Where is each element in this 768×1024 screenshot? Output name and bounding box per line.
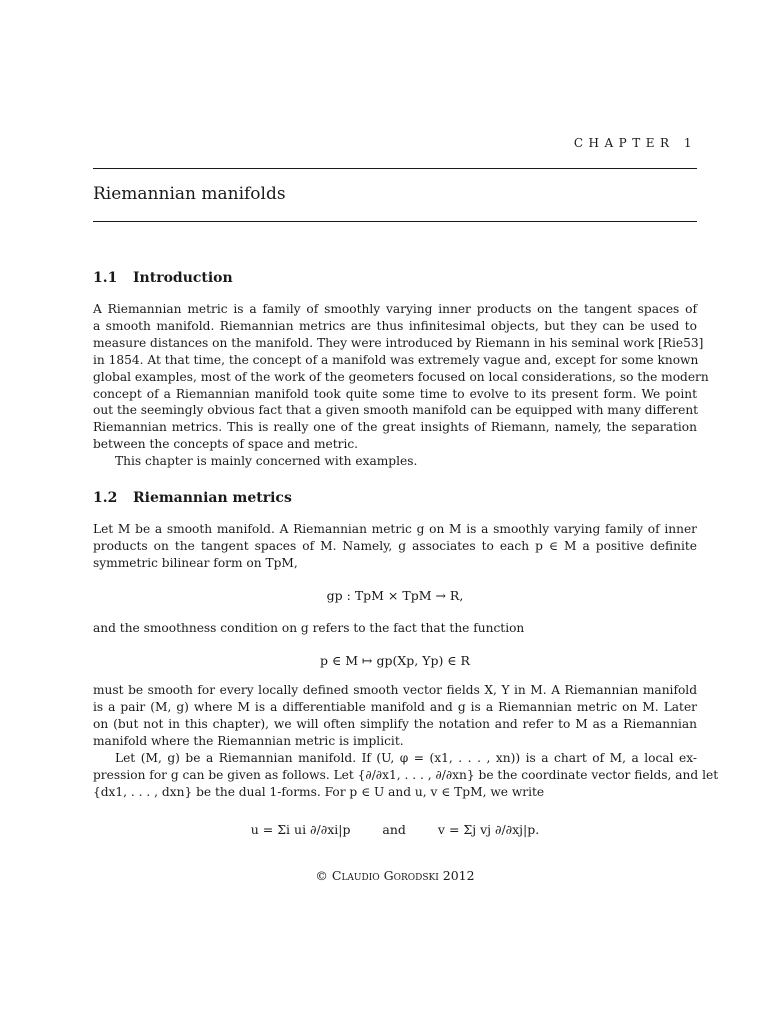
section-number: 1.2 bbox=[93, 490, 118, 506]
chapter-title: Riemannian manifolds bbox=[93, 184, 286, 204]
chapter-label: CHAPTER 1 bbox=[573, 136, 697, 150]
metrics-paragraph-1 bbox=[93, 521, 697, 572]
text-line: between the concepts of space and metric. bbox=[93, 437, 359, 452]
equation-connector: and bbox=[382, 822, 406, 837]
text-line: measure distances on the manifold. They were introduced by Riemann in his seminal work [Rie53] bbox=[93, 335, 704, 350]
text-line: Let M be a smooth manifold. A Riemannian metric g on M is a smoothly varying family of inner bbox=[93, 522, 697, 536]
top-rule bbox=[93, 168, 697, 169]
section-number: 1.1 bbox=[93, 270, 118, 286]
text-line: manifold where the Riemannian metric is implicit. bbox=[93, 733, 404, 748]
equation-vectors bbox=[93, 822, 697, 837]
text-line: concept of a Riemannian manifold took quite some time to evolve to its present form. We point bbox=[93, 386, 697, 401]
text-line: must be smooth for every locally defined smooth vector fields X, Y in M. A Riemannian manifold bbox=[93, 683, 697, 697]
text-line: Let (M, g) be a Riemannian manifold. If (U, φ = (x1, . . . , xn)) is a chart of M, a local ex- bbox=[115, 751, 697, 765]
copyright-footer: © Claudio Gorodski 2012 bbox=[315, 868, 475, 883]
text-line: out the seemingly obvious fact that a given smooth manifold can be equipped with many different bbox=[93, 403, 699, 418]
text-line: This chapter is mainly concerned with examples. bbox=[115, 454, 418, 469]
text-line: products on the tangent spaces of M. Namely, g associates to each p ∈ M a positive definite bbox=[93, 538, 697, 553]
text-line: Riemannian metrics. This is really one of the great insights of Riemann, namely, the separation bbox=[93, 420, 697, 435]
equation-function: p ∈ M ↦ gp(Xp, Yp) ∈ R bbox=[320, 653, 470, 668]
smoothness-line bbox=[93, 620, 697, 637]
metrics-paragraph-2 bbox=[93, 682, 697, 750]
text-line: {dx1, . . . , dxn} be the dual 1-forms. For p ∈ U and u, v ∈ TpM, we write bbox=[93, 784, 545, 799]
section-title: Introduction bbox=[133, 270, 233, 286]
metrics-paragraph-3 bbox=[93, 750, 719, 801]
text-line: symmetric bilinear form on TpM, bbox=[93, 555, 298, 570]
bottom-rule bbox=[93, 221, 697, 222]
equation-u: u = Σi ui ∂/∂xi|p bbox=[250, 822, 351, 837]
text-line: in 1854. At that time, the concept of a manifold was extremely vague and, except for some known bbox=[93, 352, 699, 367]
section-heading-introduction bbox=[93, 270, 233, 286]
text-line: pression for g can be given as follows. Let {∂/∂x1, . . . , ∂/∂xn} be the coordinate vector fields, and let bbox=[93, 767, 719, 782]
text-line: on (but not in this chapter), we will often simplify the notation and refer to M as a Riemannian bbox=[93, 716, 697, 731]
section-title: Riemannian metrics bbox=[133, 490, 292, 506]
equation-v: v = Σj vj ∂/∂xj|p. bbox=[437, 822, 540, 837]
document-page bbox=[93, 0, 719, 1024]
text-line: is a pair (M, g) where M is a differentiable manifold and g is a Riemannian metric on M. Later bbox=[93, 699, 697, 714]
text-line: a smooth manifold. Riemannian metrics are thus infinitesimal objects, but they can be used to bbox=[93, 318, 697, 333]
text-line: and the smoothness condition on g refers to the fact that the function bbox=[93, 621, 525, 635]
text-line: global examples, most of the work of the geometers focused on local considerations, so the modern bbox=[93, 369, 709, 384]
equation-metric-form: gp : TpM × TpM → R, bbox=[326, 588, 464, 603]
section-heading-riemannian-metrics bbox=[93, 490, 292, 506]
intro-paragraph bbox=[93, 301, 709, 470]
text-line: A Riemannian metric is a family of smoothly varying inner products on the tangent spaces of bbox=[93, 302, 697, 316]
